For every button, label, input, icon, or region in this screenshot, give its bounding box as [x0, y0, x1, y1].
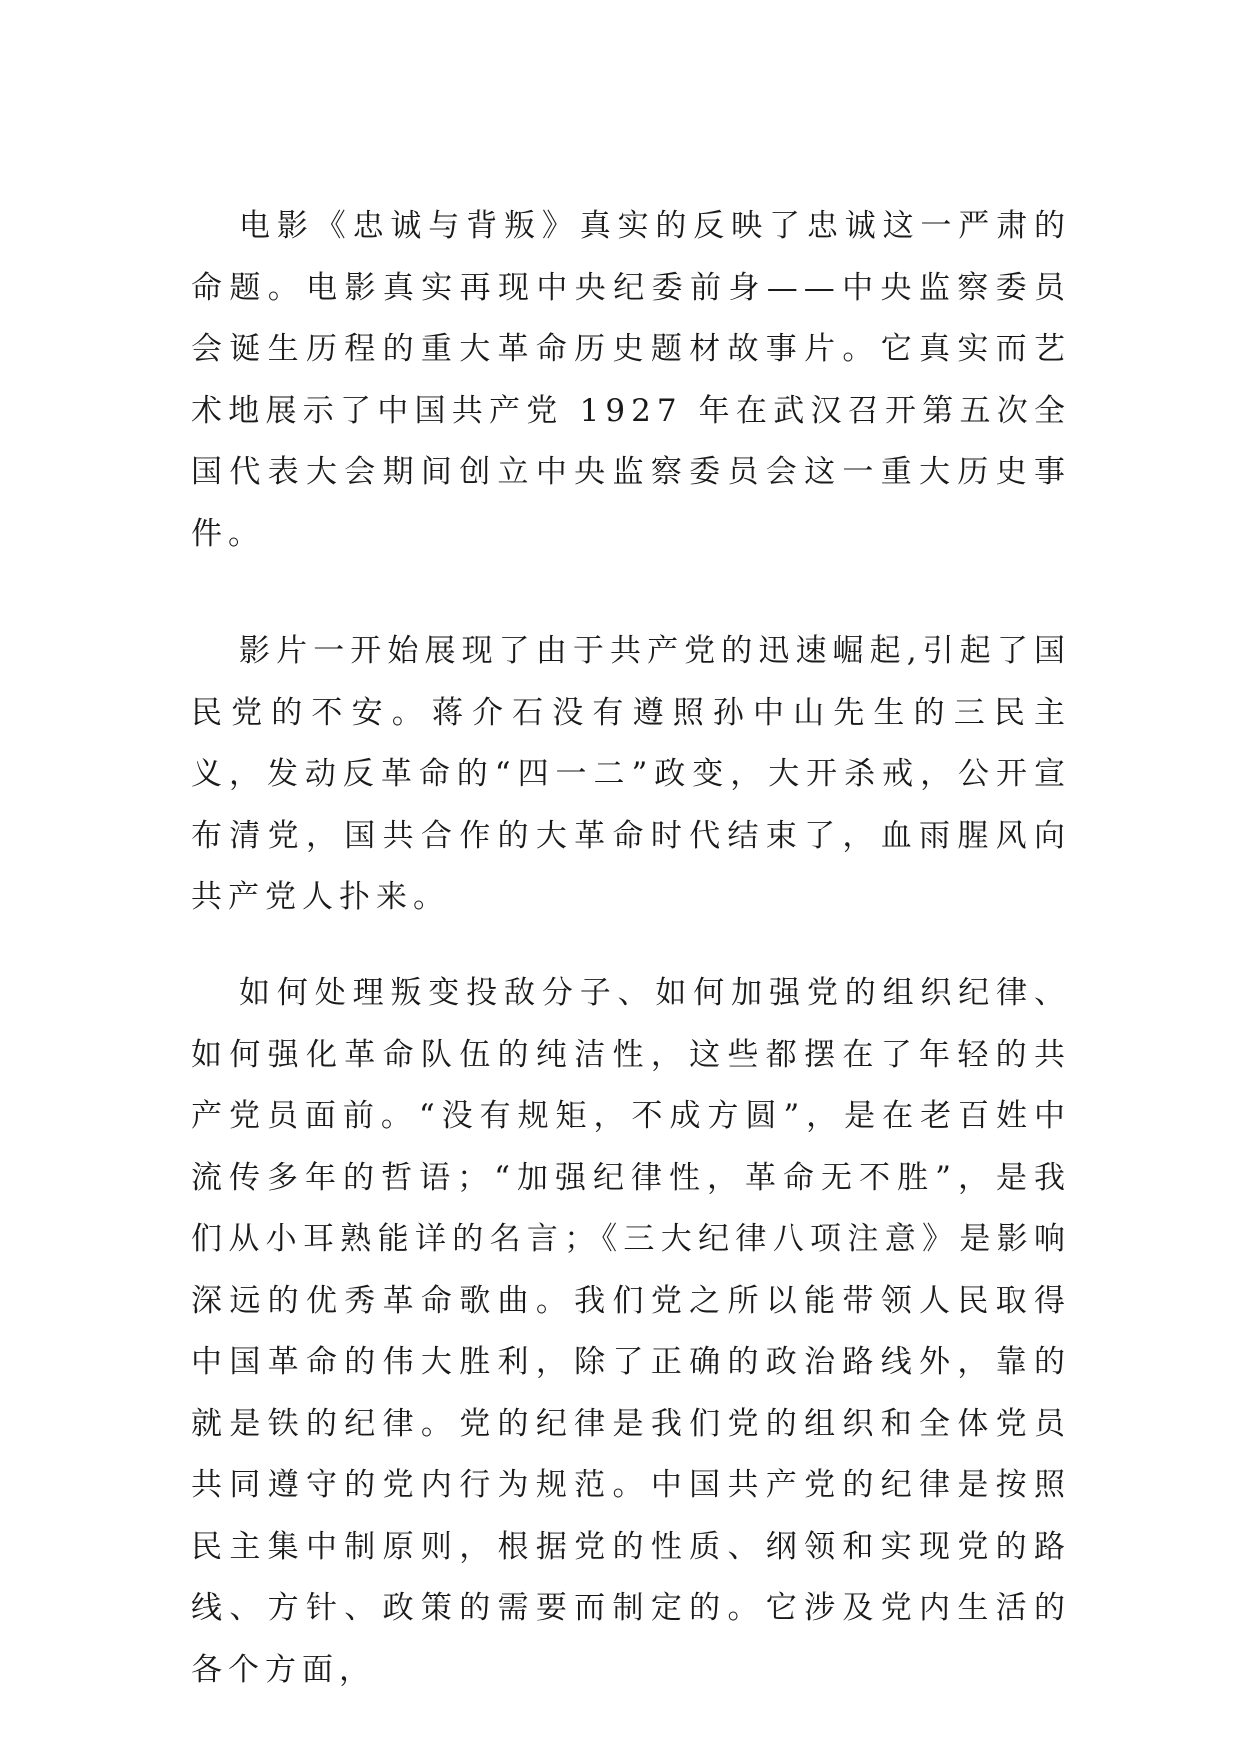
paragraph-film-intro: 电影《忠诚与背叛》真实的反映了忠诚这一严肃的命题。电影真实再现中央纪委前身——中央监察委员会诞生历程的重大革命历史题材故事片。它真实而艺术地展示了中国共产党 1927 年在武汉召开第五次全国代表大会期间创立中央监察委员会这一重大历史事件。 [191, 208, 1071, 552]
paragraph-party-discipline: 如何处理叛变投敌分子、如何加强党的组织纪律、如何强化革命队伍的纯洁性，这些都摆在了年轻的共产党员面前。“没有规矩，不成方圆”，是在老百姓中流传多年的哲语；“加强纪律性，革命无不胜”，是我们从小耳熟能详的名言；《三大纪律八项注意》是影响深远的优秀革命歌曲。我们党之所以能带领人民取得中国革命的伟大胜利，除了正确的政治路线外，靠的就是铁的纪律。党的纪律是我们党的组织和全体党员共同遵守的党内行为规范。中国共产党的纪律是按照民主集中制原则，根据党的性质、纲领和实现党的路线、方针、政策的需要而制定的。它涉及党内生活的各个方面， [191, 975, 1071, 1688]
paragraph-film-opening: 影片一开始展现了由于共产党的迅速崛起,引起了国民党的不安。蒋介石没有遵照孙中山先生的三民主义，发动反革命的“四一二”政变，大开杀戒，公开宣布清党，国共合作的大革命时代结束了，血雨腥风向共产党人扑来。 [191, 633, 1071, 915]
